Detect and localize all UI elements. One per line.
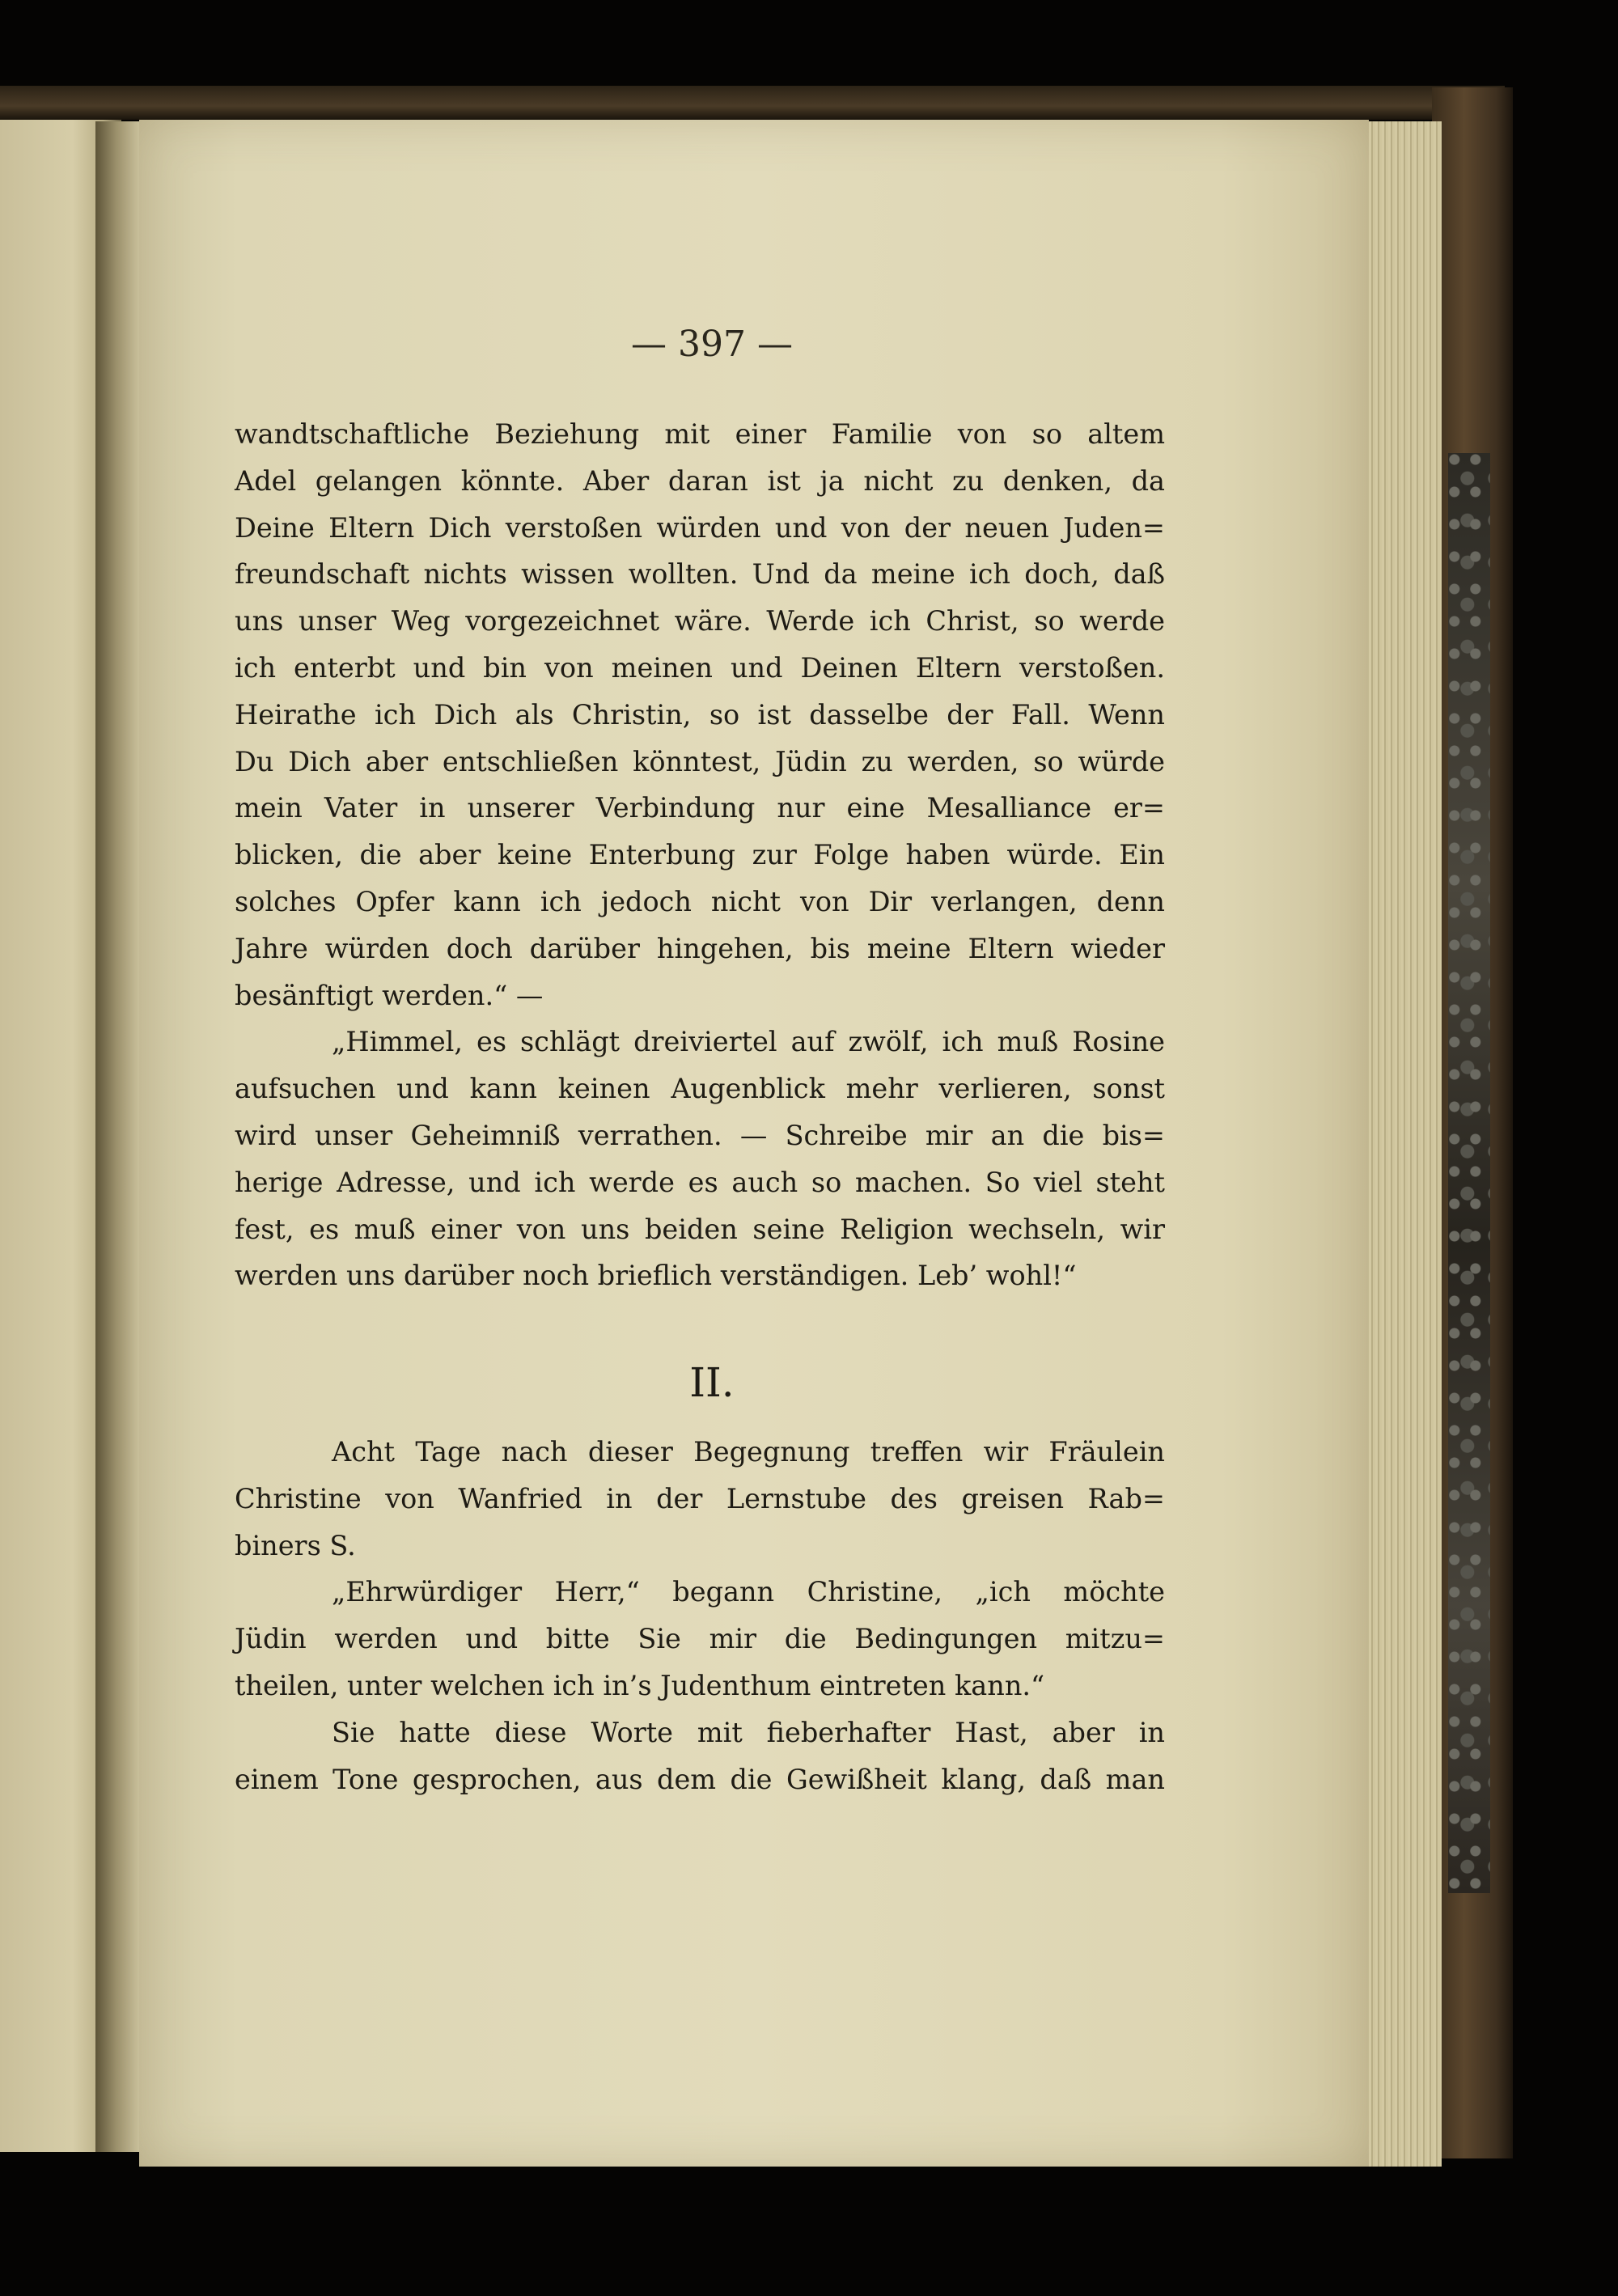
text-line: aufsuchen und kann keinen Augenblick mehr verlieren, sonst: [235, 1073, 1165, 1105]
text-line: Du Dich aber entschließen könntest, Jüdin zu werden, so würde: [235, 745, 1165, 777]
text-line: Sie hatte diese Worte mit fieberhafter Hast, aber in: [332, 1716, 1165, 1748]
text-line: werden uns darüber noch brieflich verständigen. Leb’ wohl!“: [235, 1260, 1077, 1292]
marbled-cover-edge: [1448, 453, 1490, 1893]
text-line: „Ehrwürdiger Herr,“ begann Christine, „ich möchte: [332, 1576, 1165, 1608]
text-line: biners S.: [235, 1529, 356, 1561]
text-block-lower: [235, 1429, 1165, 1802]
text-line: fest, es muß einer von uns beiden seine Religion wechseln, wir: [235, 1213, 1165, 1245]
text-line: Acht Tage nach dieser Begegnung treffen wir Fräulein: [332, 1436, 1165, 1468]
text-line: solches Opfer kann ich jedoch nicht von Dir verlangen, denn: [235, 885, 1165, 917]
text-line: Adel gelangen könnte. Aber daran ist ja nicht zu denken, da: [235, 464, 1165, 497]
text-block-upper: [235, 411, 1165, 1299]
text-line: herige Adresse, und ich werde es auch so machen. So viel steht: [235, 1166, 1165, 1198]
text-line: einem Tone gesprochen, aus dem die Gewißheit klang, daß man: [235, 1763, 1165, 1795]
text-line: theilen, unter welchen ich in’s Judenthum eintreten kann.“: [235, 1669, 1045, 1701]
text-line: Jüdin werden und bitte Sie mir die Bedingungen mitzu=: [235, 1623, 1165, 1655]
text-line: Deine Eltern Dich verstoßen würden und von der neuen Juden=: [235, 511, 1165, 544]
text-line: Heirathe ich Dich als Christin, so ist dasselbe der Fall. Wenn: [235, 698, 1165, 731]
text-line: wandtschaftliche Beziehung mit einer Familie von so altem: [235, 418, 1165, 450]
book-cover-top: [0, 86, 1505, 120]
book-gutter: [95, 121, 142, 2152]
text-line: wird unser Geheimniß verrathen. — Schreibe mir an die bis=: [235, 1119, 1165, 1151]
text-line: uns unser Weg vorgezeichnet wäre. Werde ich Christ, so werde: [235, 605, 1165, 638]
text-line: freundschaft nichts wissen wollten. Und da meine ich doch, daß: [235, 558, 1165, 591]
text-line: blicken, die aber keine Enterbung zur Folge haben würde. Ein: [235, 839, 1165, 871]
page-edges: [1369, 121, 1442, 2167]
text-line: Christine von Wanfried in der Lernstube des greisen Rab=: [235, 1482, 1165, 1514]
section-heading: II.: [689, 1359, 735, 1406]
text-line: besänftigt werden.“ —: [235, 979, 544, 1011]
text-line: Jahre würden doch darüber hingehen, bis meine Eltern wieder: [235, 932, 1165, 964]
text-line: „Himmel, es schlägt dreiviertel auf zwölf, ich muß Rosine: [332, 1026, 1165, 1058]
page-number: — 397 —: [631, 324, 793, 365]
text-line: mein Vater in unserer Verbindung nur eine Mesalliance er=: [235, 792, 1165, 824]
text-line: ich enterbt und bin von meinen und Deinen Eltern verstoßen.: [235, 651, 1165, 684]
